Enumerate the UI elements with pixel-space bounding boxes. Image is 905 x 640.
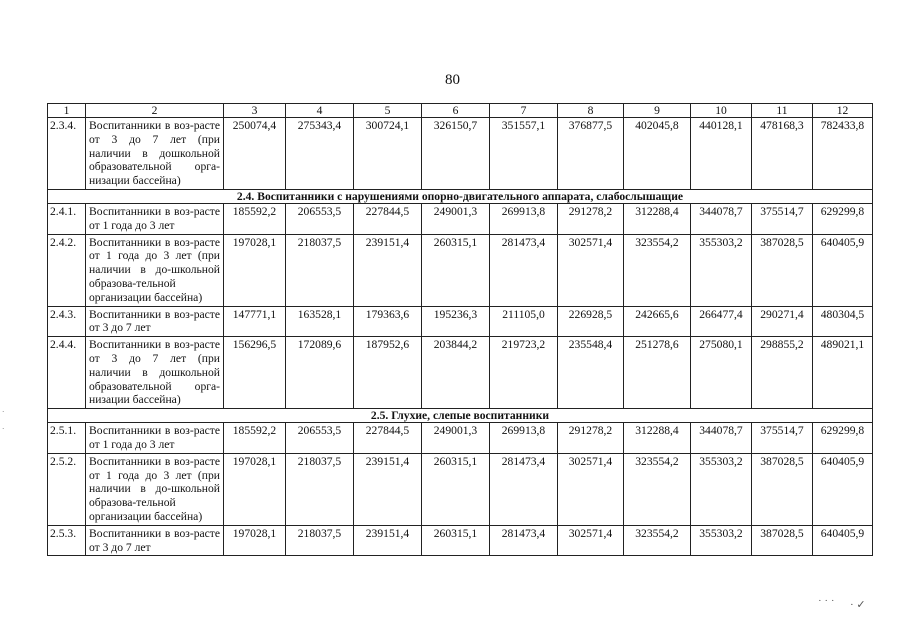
value-cell: 239151,4 (354, 525, 422, 556)
value-cell: 163528,1 (286, 306, 354, 337)
value-cell: 387028,5 (752, 525, 813, 556)
header-cell: 8 (558, 104, 624, 118)
row-number: 2.4.4. (48, 337, 86, 409)
row-number: 2.5.1. (48, 423, 86, 454)
value-cell: 242665,6 (624, 306, 691, 337)
row-description: Воспитанники в воз-расте от 1 года до 3 лет (86, 423, 224, 454)
value-cell: 260315,1 (422, 234, 490, 306)
section-row (48, 189, 873, 203)
row-number: 2.5.2. (48, 453, 86, 525)
value-cell: 480304,5 (813, 306, 873, 337)
header-cell: 12 (813, 104, 873, 118)
value-cell: 291278,2 (558, 203, 624, 234)
value-cell: 197028,1 (224, 234, 286, 306)
value-cell: 351557,1 (490, 118, 558, 190)
value-cell: 387028,5 (752, 234, 813, 306)
header-cell: 5 (354, 104, 422, 118)
header-cell: 4 (286, 104, 354, 118)
value-cell: 312288,4 (624, 203, 691, 234)
value-cell: 226928,5 (558, 306, 624, 337)
value-cell: 185592,2 (224, 423, 286, 454)
value-cell: 323554,2 (624, 453, 691, 525)
value-cell: 211105,0 (490, 306, 558, 337)
value-cell: 266477,4 (691, 306, 752, 337)
value-cell: 251278,6 (624, 337, 691, 409)
value-cell: 219723,2 (490, 337, 558, 409)
value-cell: 227844,5 (354, 203, 422, 234)
header-cell: 1 (48, 104, 86, 118)
scan-artifact: ˙ ˙ ˙ (818, 598, 835, 610)
header-cell: 11 (752, 104, 813, 118)
value-cell: 250074,4 (224, 118, 286, 190)
value-cell: 355303,2 (691, 453, 752, 525)
value-cell: 206553,5 (286, 423, 354, 454)
value-cell: 281473,4 (490, 453, 558, 525)
value-cell: 402045,8 (624, 118, 691, 190)
table-row (48, 423, 873, 454)
value-cell: 298855,2 (752, 337, 813, 409)
value-cell: 387028,5 (752, 453, 813, 525)
value-cell: 203844,2 (422, 337, 490, 409)
value-cell: 291278,2 (558, 423, 624, 454)
value-cell: 323554,2 (624, 234, 691, 306)
value-cell: 355303,2 (691, 525, 752, 556)
header-cell: 10 (691, 104, 752, 118)
value-cell: 239151,4 (354, 234, 422, 306)
row-description: Воспитанники в воз-расте от 3 до 7 лет (при наличии в дошкольной образовательной орга-низации бассейна) (86, 337, 224, 409)
row-number: 2.3.4. (48, 118, 86, 190)
section-row (48, 409, 873, 423)
table-row (48, 118, 873, 190)
header-cell: 6 (422, 104, 490, 118)
row-description: Воспитанники в воз-расте от 3 до 7 лет (86, 525, 224, 556)
scan-artifact: · ✓ (850, 599, 866, 611)
scan-artifact: · (2, 425, 5, 433)
value-cell: 187952,6 (354, 337, 422, 409)
row-description: Воспитанники в воз-расте от 1 года до 3 лет (при наличии в до-школьной образова-тельной организации бассейна) (86, 234, 224, 306)
table-row (48, 234, 873, 306)
value-cell: 218037,5 (286, 525, 354, 556)
section-title: 2.5. Глухие, слепые воспитанники (48, 409, 873, 423)
header-cell: 3 (224, 104, 286, 118)
table-row (48, 453, 873, 525)
tariff-table (47, 103, 873, 556)
value-cell: 629299,8 (813, 423, 873, 454)
value-cell: 640405,9 (813, 234, 873, 306)
row-description: Воспитанники в воз-расте от 1 года до 3 лет (при наличии в до-школьной образова-тельной организации бассейна) (86, 453, 224, 525)
table-row (48, 525, 873, 556)
value-cell: 300724,1 (354, 118, 422, 190)
value-cell: 227844,5 (354, 423, 422, 454)
row-number: 2.4.1. (48, 203, 86, 234)
value-cell: 275343,4 (286, 118, 354, 190)
value-cell: 376877,5 (558, 118, 624, 190)
header-cell: 9 (624, 104, 691, 118)
value-cell: 249001,3 (422, 203, 490, 234)
section-title: 2.4. Воспитанники с нарушениями опорно-двигательного аппарата, слабослышащие (48, 189, 873, 203)
value-cell: 344078,7 (691, 423, 752, 454)
value-cell: 355303,2 (691, 234, 752, 306)
value-cell: 156296,5 (224, 337, 286, 409)
table-row (48, 306, 873, 337)
value-cell: 218037,5 (286, 234, 354, 306)
header-row (48, 104, 873, 118)
table-row (48, 337, 873, 409)
value-cell: 281473,4 (490, 525, 558, 556)
value-cell: 147771,1 (224, 306, 286, 337)
value-cell: 179363,6 (354, 306, 422, 337)
value-cell: 269913,8 (490, 203, 558, 234)
row-number: 2.4.2. (48, 234, 86, 306)
value-cell: 275080,1 (691, 337, 752, 409)
value-cell: 478168,3 (752, 118, 813, 190)
value-cell: 640405,9 (813, 525, 873, 556)
value-cell: 235548,4 (558, 337, 624, 409)
row-description: Воспитанники в воз-расте от 3 до 7 лет (86, 306, 224, 337)
value-cell: 440128,1 (691, 118, 752, 190)
row-number: 2.4.3. (48, 306, 86, 337)
value-cell: 239151,4 (354, 453, 422, 525)
value-cell: 269913,8 (490, 423, 558, 454)
value-cell: 302571,4 (558, 525, 624, 556)
header-cell: 7 (490, 104, 558, 118)
value-cell: 206553,5 (286, 203, 354, 234)
value-cell: 195236,3 (422, 306, 490, 337)
row-number: 2.5.3. (48, 525, 86, 556)
value-cell: 260315,1 (422, 453, 490, 525)
value-cell: 640405,9 (813, 453, 873, 525)
value-cell: 290271,4 (752, 306, 813, 337)
row-description: Воспитанники в воз-расте от 1 года до 3 лет (86, 203, 224, 234)
value-cell: 281473,4 (490, 234, 558, 306)
scan-artifact: · (2, 408, 5, 416)
value-cell: 782433,8 (813, 118, 873, 190)
value-cell: 172089,6 (286, 337, 354, 409)
value-cell: 489021,1 (813, 337, 873, 409)
value-cell: 312288,4 (624, 423, 691, 454)
value-cell: 302571,4 (558, 453, 624, 525)
value-cell: 260315,1 (422, 525, 490, 556)
value-cell: 185592,2 (224, 203, 286, 234)
value-cell: 197028,1 (224, 453, 286, 525)
value-cell: 249001,3 (422, 423, 490, 454)
page-number: 80 (445, 72, 460, 88)
value-cell: 344078,7 (691, 203, 752, 234)
value-cell: 302571,4 (558, 234, 624, 306)
row-description: Воспитанники в воз-расте от 3 до 7 лет (при наличии в дошкольной образовательной орга-низации бассейна) (86, 118, 224, 190)
table-row (48, 203, 873, 234)
header-cell: 2 (86, 104, 224, 118)
value-cell: 375514,7 (752, 423, 813, 454)
value-cell: 323554,2 (624, 525, 691, 556)
value-cell: 218037,5 (286, 453, 354, 525)
value-cell: 197028,1 (224, 525, 286, 556)
value-cell: 326150,7 (422, 118, 490, 190)
value-cell: 375514,7 (752, 203, 813, 234)
value-cell: 629299,8 (813, 203, 873, 234)
